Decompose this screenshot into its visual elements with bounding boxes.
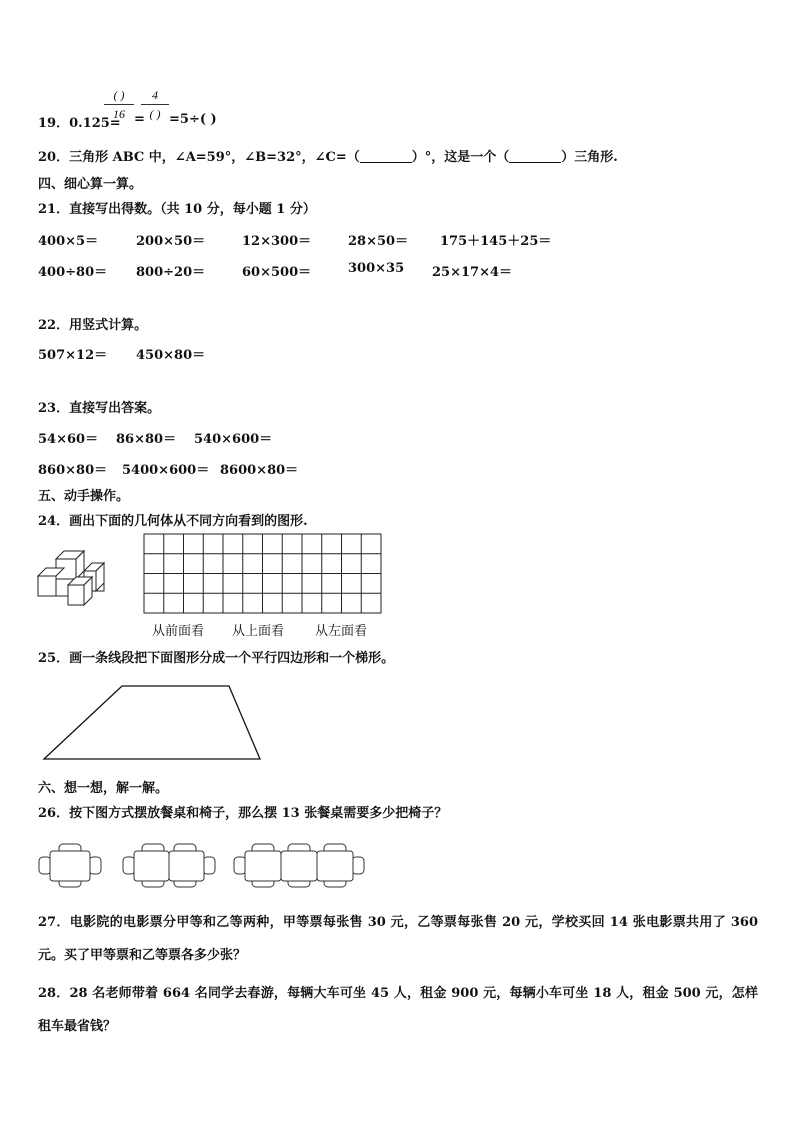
q25-title: 25．画一条线段把下面图形分成一个平行四边形和一个梯形。: [38, 651, 395, 666]
q20-part2: ）°，这是一个（: [411, 150, 510, 165]
q21-title: 21．直接写出得数。（共 10 分，每小题 1 分）: [38, 202, 316, 217]
q21-item: 400×5＝: [38, 234, 99, 249]
q23-item: 540×600＝: [194, 432, 273, 447]
section-five-heading: 五、动手操作。: [38, 489, 130, 504]
q27-text: 27．电影院的电影票分甲等和乙等两种，甲等票每张售 30 元，乙等票每张售 20 元，学校买回 14 张电影票共用了 360 元。买了甲等票和乙等票各多少张？: [38, 915, 758, 963]
caption-front-view: 从前面看: [152, 624, 205, 639]
q23-item: 8600×80＝: [220, 463, 299, 478]
q19-frac2-denominator: ( ): [149, 107, 161, 121]
q21-item: 12×300＝: [242, 234, 312, 249]
q21-item: 200×50＝: [136, 234, 206, 249]
cube-stack-figure: [36, 549, 108, 607]
q23-item: 860×80＝: [38, 463, 108, 478]
drawing-grid: [143, 533, 383, 615]
q20-part1: 20．三角形 ABC 中，∠A=59°，∠B=32°，∠C=（: [38, 150, 360, 165]
q23-title: 23．直接写出答案。: [38, 401, 161, 416]
q19-frac1-numerator: ( ): [113, 88, 125, 102]
q26-title: 26．按下图方式摆放餐桌和椅子，那么摆 13 张餐桌需要多少把椅子？: [38, 806, 448, 821]
q19-frac1-bar: [104, 104, 134, 105]
q21-item: 400÷80＝: [38, 265, 108, 280]
q19-eq: =: [134, 112, 145, 127]
q21-item: 60×500＝: [242, 265, 312, 280]
tables-chairs-figure: [36, 840, 370, 892]
q19-prefix: 19．0.125=: [38, 116, 121, 131]
q21-item: 28×50＝: [348, 234, 409, 249]
q19-frac2-numerator: 4: [152, 88, 158, 102]
caption-top-view: 从上面看: [232, 624, 285, 639]
q24-title: 24．画出下面的几何体从不同方向看到的图形.: [38, 514, 308, 529]
q22-item: 450×80＝: [136, 348, 206, 363]
q20-blank-type: [509, 149, 561, 163]
q19-frac2-bar: [141, 104, 169, 105]
q20-part3: ）三角形.: [561, 150, 618, 165]
trapezoid-figure: [40, 683, 266, 763]
caption-left-view: 从左面看: [315, 624, 368, 639]
q20-blank-angle: [360, 149, 412, 163]
q21-item: 175＋145＋25＝: [440, 234, 552, 249]
q19-frac1-denominator: 16: [113, 107, 125, 121]
q21-item: 800÷20＝: [136, 265, 206, 280]
q23-item: 54×60＝: [38, 432, 99, 447]
q22-item: 507×12＝: [38, 348, 108, 363]
q23-item: 86×80＝: [116, 432, 177, 447]
q21-item: 25×17×4＝: [432, 265, 513, 280]
q21-item: 300×35: [348, 261, 405, 276]
q28-text: 28．28 名老师带着 664 名同学去春游，每辆大车可坐 45 人，租金 900 元，每辆小车可坐 18 人，租金 500 元，怎样租车最省钱？: [38, 986, 758, 1034]
q20: [38, 146, 618, 165]
section-four-heading: 四、细心算一算。: [38, 177, 143, 192]
q19-suffix: =5÷( ): [169, 112, 217, 127]
section-six-heading: 六、想一想，解一解。: [38, 781, 169, 796]
q23-item: 5400×600＝: [122, 463, 210, 478]
q22-title: 22．用竖式计算。: [38, 318, 148, 333]
